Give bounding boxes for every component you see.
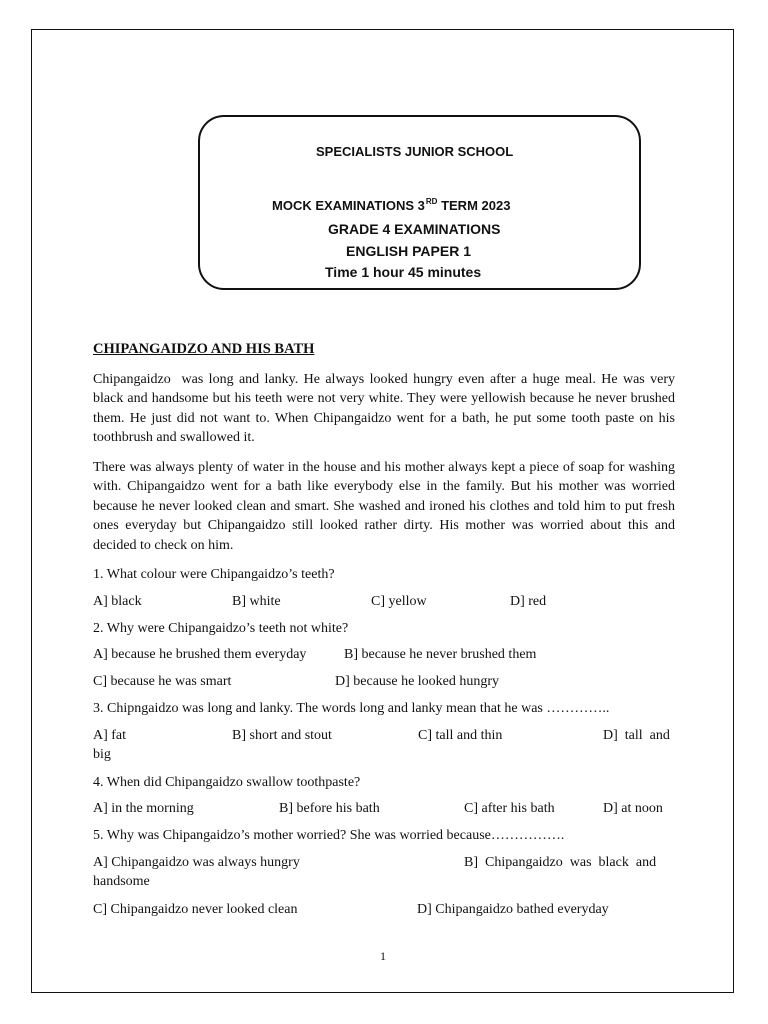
q5-option-b-continued: handsome: [93, 873, 150, 889]
q3-option-d: D] tall and: [603, 727, 670, 743]
question-2-options-row2: [93, 672, 675, 692]
q4-option-b: B] before his bath: [279, 801, 380, 816]
story-paragraph-2: There was always plenty of water in the house and his mother always kept a piece of soap for washing with. Chipangaidzo went for a bath like everybody else in the family. But his mother was worried because he never looked clean and smart. She washed and ironed his clothes and told him to put fresh ones everyday but Chipangaidzo still looked rather dirty. His mother was worried about this and decided to check on him.: [93, 459, 675, 553]
q2-option-d: D] because he looked hungry: [335, 674, 500, 689]
question-4: 4. When did Chipangaidzo swallow toothpaste?: [93, 774, 361, 790]
exam-title: [272, 197, 510, 213]
school-name: SPECIALISTS JUNIOR SCHOOL: [316, 144, 514, 159]
q5-option-a: A] Chipangaidzo was always hungry: [93, 854, 300, 870]
paper-title: ENGLISH PAPER 1: [346, 243, 471, 259]
story-title: CHIPANGAIDZO AND HIS BATH: [93, 341, 315, 357]
exam-title-prefix: MOCK EXAMINATIONS 3: [272, 198, 425, 213]
q1-option-c: C] yellow: [371, 593, 427, 609]
question-3-options: [93, 726, 675, 766]
question-5: 5. Why was Chipangaidzo’s mother worried? She was worried because…………….: [93, 828, 565, 843]
page-number: 1: [380, 949, 386, 963]
exam-header-box: [198, 115, 641, 290]
question-1-options: [93, 592, 675, 612]
question-5-options-row2: [93, 900, 675, 920]
q5-option-d: D] Chipangaidzo bathed everyday: [417, 901, 609, 917]
question-2-options-row1: [93, 645, 675, 665]
question-4-options: [93, 799, 675, 819]
q2-option-c: C] because he was smart: [93, 674, 232, 689]
time-allowed: Time 1 hour 45 minutes: [325, 264, 482, 280]
q1-option-b: B] white: [232, 593, 281, 609]
q4-option-a: A] in the morning: [93, 801, 194, 816]
question-1: 1. What colour were Chipangaidzo’s teeth?: [93, 567, 335, 582]
q3-option-b: B] short and stout: [232, 727, 332, 743]
q2-option-a: A] because he brushed them everyday: [93, 647, 307, 662]
q3-option-d-continued: big: [93, 746, 111, 762]
q4-option-d: D] at noon: [603, 801, 663, 816]
q1-option-a: A] black: [93, 593, 142, 609]
question-2: 2. Why were Chipangaidzo’s teeth not white?: [93, 620, 349, 636]
exam-title-superscript: RD: [425, 197, 438, 206]
q2-option-b: B] because he never brushed them: [344, 647, 537, 662]
grade-title: GRADE 4 EXAMINATIONS: [328, 221, 501, 237]
q1-option-d: D] red: [510, 593, 547, 609]
exam-title-suffix: TERM 2023: [437, 198, 511, 213]
q3-option-c: C] tall and thin: [418, 727, 503, 743]
story-paragraph-1: Chipangaidzo was long and lanky. He always looked hungry even after a huge meal. He was very black and handsome but his teeth were not very white. They were yellowish because he never brushed them. He just did not want to. When Chipangaidzo went for a bath, he put some tooth paste on his toothbrush and swallowed it.: [93, 371, 679, 445]
question-5-options-row1: [93, 853, 675, 893]
exam-content: [93, 340, 679, 927]
q3-option-a: A] fat: [93, 727, 127, 743]
question-3: 3. Chipngaidzo was long and lanky. The words long and lanky mean that he was …………..: [93, 701, 610, 716]
q4-option-c: C] after his bath: [464, 801, 555, 816]
q5-option-c: C] Chipangaidzo never looked clean: [93, 901, 298, 917]
q5-option-b: B] Chipangaidzo was black and: [464, 854, 657, 870]
